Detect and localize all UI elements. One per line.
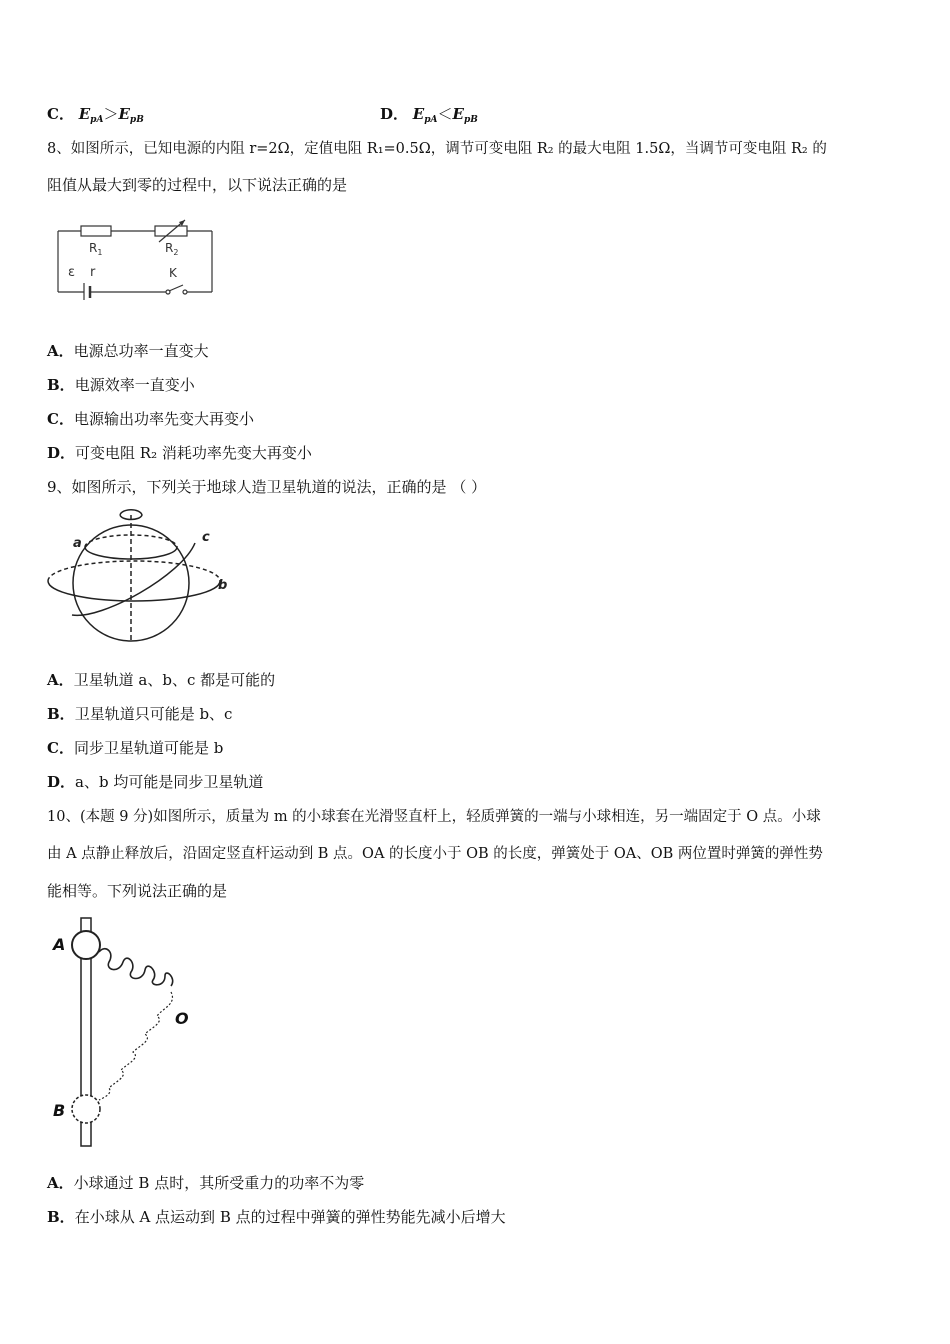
option-label: A． (47, 342, 74, 360)
option-label: B． (47, 1208, 75, 1226)
q7-option-c (47, 104, 144, 130)
q9-option-d (47, 772, 263, 792)
q9-option-a (47, 670, 275, 690)
label-orbit-b: b (218, 578, 228, 593)
q10-stem-line2: 由 A 点静止释放后，沿固定竖直杆运动到 B 点。OA 的长度小于 OB 的长度，弹簧处于 OA、OB 两位置时弹簧的弹性势 (47, 846, 823, 862)
q8-option-b (47, 375, 195, 395)
q9-option-b (47, 704, 232, 724)
label-orbit-c: c (202, 530, 210, 545)
spring-ob (99, 992, 172, 1100)
q7-option-c-op: ＞ (103, 105, 119, 123)
q10-stem-line1: 10、(本题 9 分)如图所示，质量为 m 的小球套在光滑竖直杆上，轻质弹簧的一端与小球相连，另一端固定于 O 点。小球 (47, 809, 821, 825)
q8-stem-line1: 8、如图所示，已知电源的内阻 r=2Ω，定值电阻 R₁=0.5Ω，调节可变电阻 R₂ 的最大电阻 1.5Ω，当调节可变电阻 R₂ 的 (47, 141, 827, 157)
option-text: 小球通过 B 点时，其所受重力的功率不为零 (73, 1174, 365, 1192)
q10-option-b (47, 1207, 506, 1227)
q7-option-d-label: D． (380, 105, 409, 123)
q7-option-c-rhs: E (118, 105, 130, 123)
resistor-r1 (81, 226, 111, 236)
q7-option-d (380, 104, 478, 130)
q7-option-c-lhs: E (78, 105, 91, 123)
ball-at-a (72, 931, 100, 959)
q10-stem-line3: 能相等。下列说法正确的是 (47, 882, 228, 900)
label-r1: $R_1$ (89, 241, 103, 257)
q7-option-d-op: ＜ (437, 105, 453, 123)
q10-spring-figure (45, 912, 205, 1152)
q7-option-d-lhs-sub: pA (424, 115, 438, 125)
q9-stem: 9、如图所示，下列关于地球人造卫星轨道的说法，正确的是 （ ） (47, 478, 487, 496)
label-point-b: B (53, 1101, 66, 1120)
orbit-c (72, 543, 195, 615)
q8-option-d (47, 443, 312, 463)
resistor-r2 (155, 226, 187, 236)
option-label: B． (47, 705, 75, 723)
q9-option-c (47, 738, 223, 758)
label-point-o: O (175, 1009, 189, 1028)
option-text: 卫星轨道 a、b、c 都是可能的 (73, 671, 276, 689)
q8-option-c (47, 409, 254, 429)
q8-circuit-figure (55, 218, 220, 300)
label-point-a: A (53, 935, 66, 954)
label-switch-k: K (169, 266, 177, 280)
option-text: 同步卫星轨道可能是 b (73, 739, 224, 757)
label-orbit-a: a (73, 536, 82, 551)
q8-option-a (47, 341, 209, 361)
q7-option-d-rhs-sub: pB (463, 115, 478, 125)
option-label: D． (47, 444, 76, 462)
label-r2: $R_2$ (165, 241, 179, 257)
option-text: 电源效率一直变小 (74, 376, 195, 394)
option-label: A． (47, 1174, 74, 1192)
option-label: A． (47, 671, 74, 689)
q7-option-d-rhs: E (452, 105, 464, 123)
q7-option-c-rhs-sub: pB (129, 115, 144, 125)
q7-option-c-label: C． (47, 105, 74, 123)
option-text: 在小球从 A 点运动到 B 点的过程中弹簧的弹性势能先减小后增大 (74, 1208, 506, 1226)
q10-option-a (47, 1173, 364, 1193)
option-label: C． (47, 739, 74, 757)
q7-option-c-lhs-sub: pA (90, 115, 104, 125)
option-label: B． (47, 376, 75, 394)
option-text: a、b 均可能是同步卫星轨道 (75, 773, 264, 791)
option-text: 电源总功率一直变大 (73, 342, 209, 360)
q8-stem-line2: 阻值从最大到零的过程中，以下说法正确的是 (47, 176, 348, 194)
switch-lever (169, 285, 183, 291)
q7-option-d-lhs: E (412, 105, 425, 123)
spring-oa (99, 949, 173, 986)
label-emf: ε (68, 265, 76, 280)
label-internal-r: r (90, 265, 96, 280)
option-label: C． (47, 410, 74, 428)
option-text: 可变电阻 R₂ 消耗功率先变大再变小 (75, 444, 312, 462)
option-text: 卫星轨道只可能是 b、c (74, 705, 233, 723)
option-text: 电源输出功率先变大再变小 (73, 410, 254, 428)
ball-at-b (72, 1095, 100, 1123)
q9-orbit-figure (42, 505, 242, 645)
switch-contact (183, 290, 187, 294)
option-label: D． (47, 773, 76, 791)
